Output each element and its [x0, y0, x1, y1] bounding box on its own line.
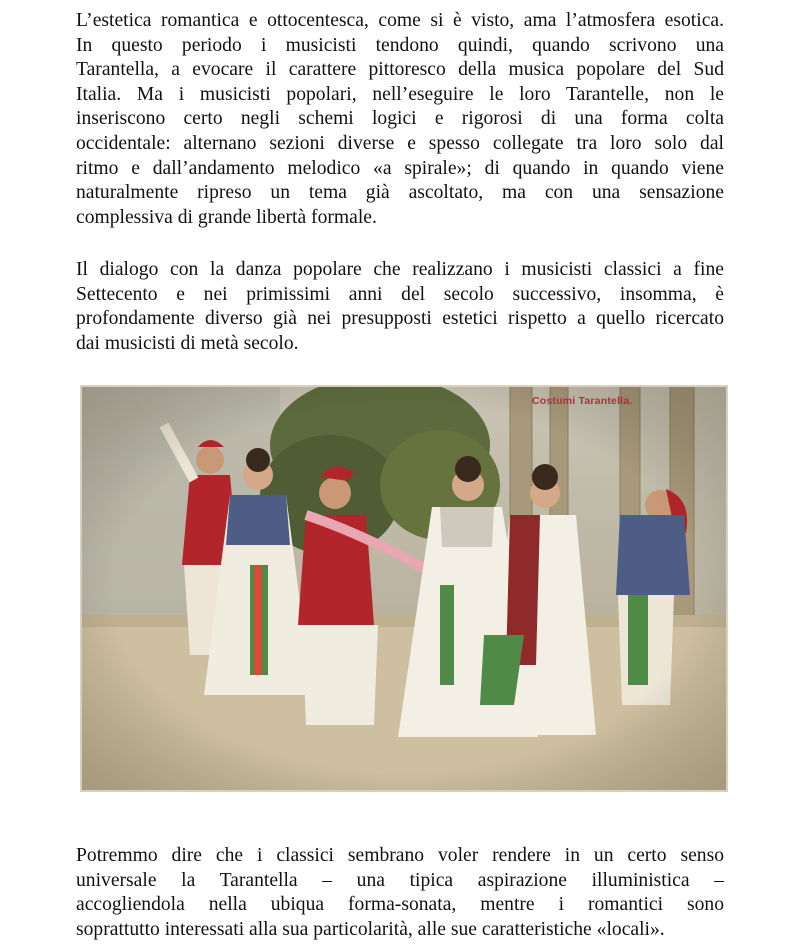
text-line: ritmo e dall’andamento melodico «a spirale»; di quando in quando viene — [76, 157, 724, 179]
text-line: Potremmo dire che i classici sembrano voler rendere in un certo senso — [76, 845, 724, 866]
text-line: dai musicisti di metà secolo. — [76, 332, 299, 354]
text-line: complessiva di grande libertà formale. — [76, 206, 377, 228]
text-line: accogliendola nella ubiqua forma-sonata, mentre i romantici sono — [76, 894, 724, 916]
text-line: L’estetica romantica e ottocentesca, come si è visto, ama l’atmosfera esotica. — [76, 10, 724, 31]
text-line: naturalmente ripreso un tema già ascoltato, ma con una sensazione — [76, 182, 724, 204]
text-line: In questo periodo i musicisti tendono quindi, quando scrivono una — [76, 34, 724, 56]
paragraph-conclusion — [76, 844, 724, 942]
tarantella-postcard-photo — [80, 385, 728, 792]
text-line: Il dialogo con la danza popolare che realizzano i musicisti classici a fine — [76, 259, 724, 280]
text-line: Tarantella, a evocare il carattere pittoresco della musica popolare del Sud — [76, 59, 724, 81]
paragraph-dialogue-dance — [76, 258, 724, 356]
text-line: occidentale: alternano sezioni diverse e spesso collegate tra loro solo dal — [76, 132, 724, 154]
text-line: soprattutto interessati alla sua particolarità, alle sue caratteristiche «locali». — [76, 918, 665, 940]
paragraph-intro-romantic — [76, 9, 724, 230]
text-line: Settecento e nei primissimi anni del secolo successivo, insomma, è — [76, 283, 724, 305]
text-line: inseriscono certo negli schemi logici e rigorosi di una forma colta — [76, 108, 724, 130]
text-line: universale la Tarantella – una tipica aspirazione illuministica – — [76, 869, 724, 891]
postcard-illustration — [80, 385, 728, 792]
postcard-caption: Costumi Tarantella. — [532, 395, 633, 407]
text-line: Italia. Ma i musicisti popolari, nell’eseguire le loro Tarantelle, non le — [76, 83, 724, 105]
text-line: profondamente diverso già nei presupposti estetici rispetto a quello ricercato — [76, 308, 724, 330]
